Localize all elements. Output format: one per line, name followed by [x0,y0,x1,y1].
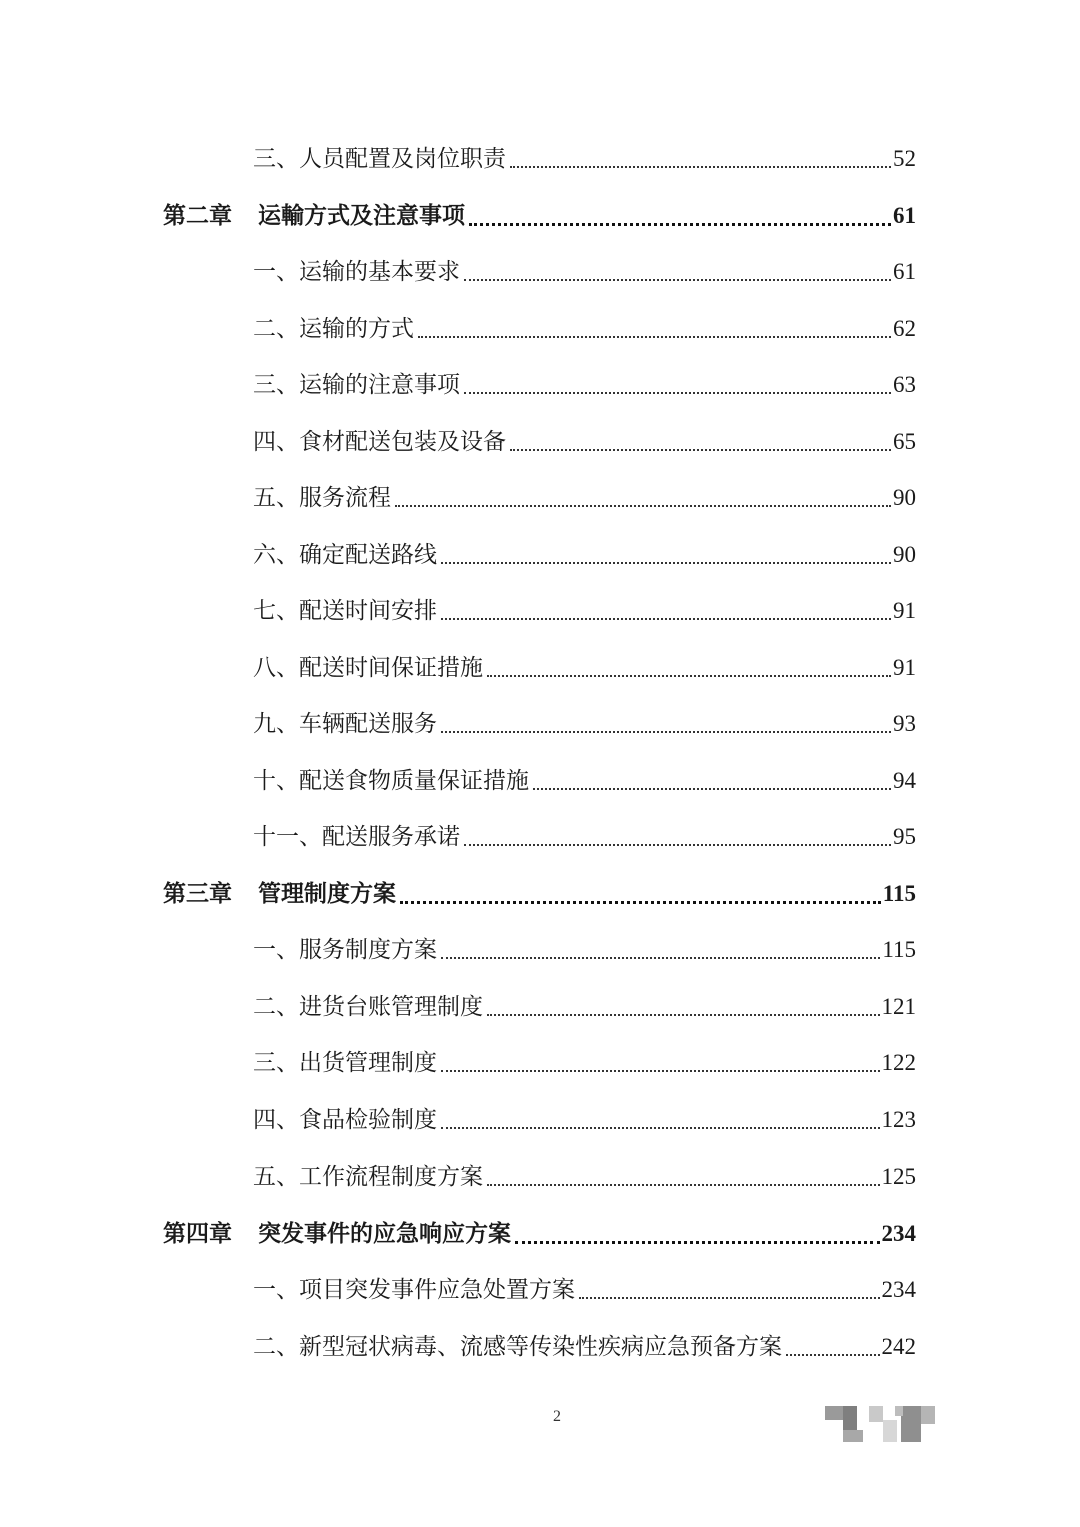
dot-leader [441,957,880,959]
toc-entry-title: 二、新型冠状病毒、流感等传染性疾病应急预备方案 [253,1334,782,1360]
dot-leader [395,505,891,507]
toc-entry-title: 八、配送时间保证措施 [253,655,483,681]
chapter-number: 第三章 [163,880,232,907]
toc-entry-title: 五、服务流程 [253,485,391,511]
toc-entry-page: 94 [893,768,916,793]
toc-entry-page: 62 [893,316,916,341]
toc-chapter-title: 运輸方式及注意事项 [258,202,465,229]
toc-entry-title: 三、出货管理制度 [253,1050,437,1076]
toc-chapter-entry[interactable] [163,196,916,236]
toc-entry-title: 十一、配送服务承诺 [253,824,460,850]
toc-entry-page: 242 [881,1334,916,1359]
dot-leader [487,675,891,677]
toc-chapter-page: 234 [881,1221,916,1246]
toc-entry[interactable] [253,422,916,462]
toc-entry[interactable] [253,1327,916,1367]
toc-entry-title: 三、人员配置及岗位职责 [253,146,506,172]
toc-entry-page: 52 [893,146,916,171]
dot-leader [464,279,891,281]
toc-entry[interactable] [253,365,916,405]
toc-entry[interactable] [253,930,916,970]
toc-entry-page: 122 [881,1050,916,1075]
toc-entry-page: 90 [893,485,916,510]
toc-entry[interactable] [253,1043,916,1083]
toc-entry[interactable] [253,535,916,575]
dot-leader [487,1014,880,1016]
toc-entry[interactable] [253,817,916,857]
toc-entry-page: 93 [893,711,916,736]
dot-leader [441,1127,880,1129]
toc-entry-page: 91 [893,655,916,680]
dot-leader [441,731,891,733]
toc-entry-title: 一、项目突发事件应急处置方案 [253,1277,575,1303]
dot-leader [418,336,891,338]
toc-entry-title: 四、食材配送包装及设备 [253,429,506,455]
toc-entry-page: 91 [893,598,916,623]
toc-entry[interactable] [253,1157,916,1197]
toc-entry-title: 三、运输的注意事项 [253,372,460,398]
toc-entry-title: 一、运输的基本要求 [253,259,460,285]
toc-entry-title: 九、车辆配送服务 [253,711,437,737]
dot-leader [487,1184,880,1186]
page-number: 2 [553,1408,561,1425]
toc-entry-title: 十、配送食物质量保证措施 [253,768,529,794]
dot-leader [515,1241,880,1244]
toc-entry-page: 63 [893,372,916,397]
dot-leader [400,901,881,904]
toc-chapter-entry[interactable] [163,1214,916,1254]
toc-entry-title: 二、进货台账管理制度 [253,994,483,1020]
toc-entry-page: 121 [881,994,916,1019]
watermark-logo-icon [825,1404,935,1444]
dot-leader [579,1297,880,1299]
toc-chapter-page: 115 [882,881,916,906]
toc-entry-page: 90 [893,542,916,567]
toc-entry[interactable] [253,987,916,1027]
toc-entry-title: 二、运输的方式 [253,316,414,342]
toc-entry-page: 234 [881,1277,916,1302]
toc-chapter-entry[interactable] [163,874,916,914]
toc-entry-title: 五、工作流程制度方案 [253,1164,483,1190]
dot-leader [533,788,891,790]
toc-entry-page: 65 [893,429,916,454]
toc-entry[interactable] [253,478,916,518]
toc-entry-page: 123 [881,1107,916,1132]
toc-chapter-page: 61 [893,203,916,228]
toc-entry[interactable] [253,1100,916,1140]
toc-entry-title: 四、食品检验制度 [253,1107,437,1133]
chapter-number: 第四章 [163,1220,232,1247]
toc-entry-title: 一、服务制度方案 [253,937,437,963]
toc-entry[interactable] [253,591,916,631]
toc-entry[interactable] [253,1270,916,1310]
toc-entry-page: 125 [881,1164,916,1189]
toc-entry-title: 七、配送时间安排 [253,598,437,624]
dot-leader [441,1070,880,1072]
toc-entry-title: 六、确定配送路线 [253,542,437,568]
dot-leader [510,166,891,168]
toc-chapter-title: 突发事件的应急响应方案 [258,1220,511,1247]
toc-entry[interactable] [253,648,916,688]
dot-leader [464,844,891,846]
dot-leader [469,223,891,226]
toc-entry[interactable] [253,704,916,744]
dot-leader [510,449,891,451]
dot-leader [441,618,891,620]
dot-leader [464,392,891,394]
toc-entry-page: 95 [893,824,916,849]
chapter-number: 第二章 [163,202,232,229]
toc-entry[interactable] [253,139,916,179]
toc-entry[interactable] [253,252,916,292]
toc-entry[interactable] [253,309,916,349]
dot-leader [441,562,891,564]
toc-entry-page: 115 [882,937,916,962]
toc-chapter-title: 管理制度方案 [258,880,396,907]
toc-entry-page: 61 [893,259,916,284]
toc-entry[interactable] [253,761,916,801]
dot-leader [786,1354,880,1356]
